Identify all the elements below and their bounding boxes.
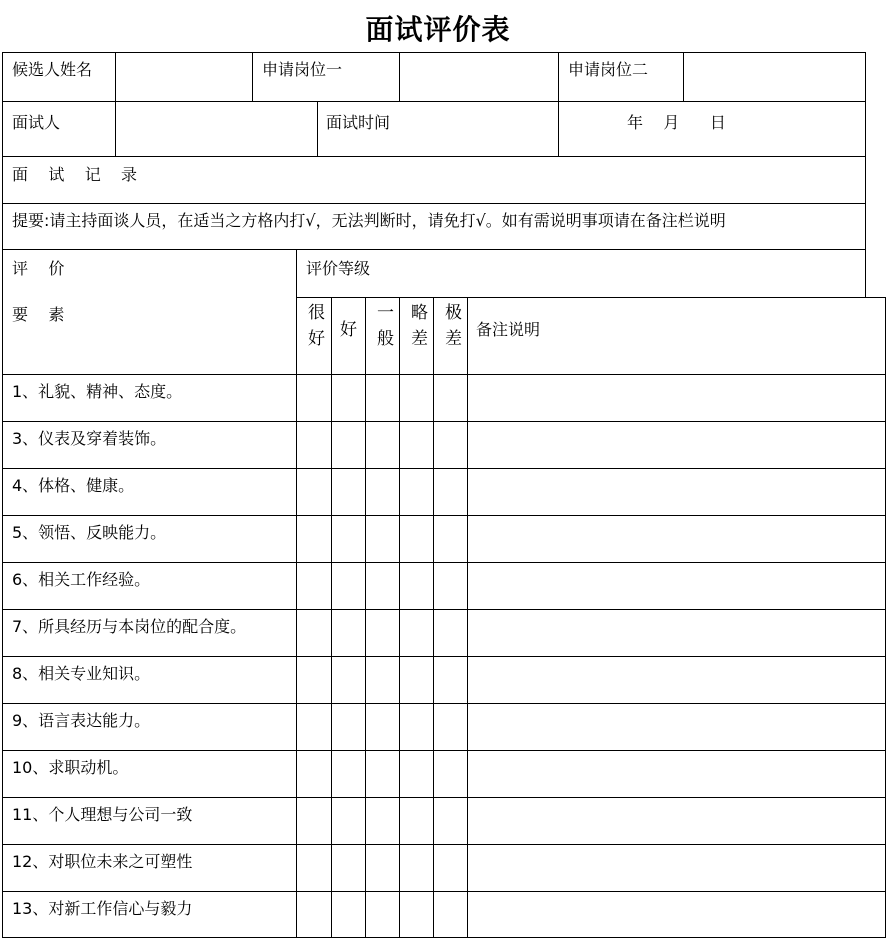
- grade-label: 评价等级: [306, 259, 371, 278]
- instructions-text: 提要:请主持面谈人员，在适当之方格内打√，无法判断时，请免打√。如有需说明事项请在备注栏说明: [12, 211, 726, 230]
- position-2-field[interactable]: [684, 53, 865, 101]
- grade-poor: 略差: [407, 303, 427, 355]
- interviewer-field[interactable]: [116, 102, 317, 156]
- criterion-row-label: 12、对职位未来之可塑性: [12, 852, 193, 871]
- criterion-row-label: 8、相关专业知识。: [12, 664, 151, 683]
- criterion-row-label: 13、对新工作信心与毅力: [12, 899, 193, 918]
- criterion-row-label: 7、所具经历与本岗位的配合度。: [12, 617, 247, 636]
- grade-very-good: 很好: [304, 303, 324, 355]
- criterion-row-label: 3、仪表及穿着装饰。: [12, 429, 167, 448]
- criterion-row-label: 4、体格、健康。: [12, 476, 135, 495]
- remarks-label: 备注说明: [476, 320, 541, 339]
- interview-time-label: 面试时间: [326, 113, 391, 132]
- grade-good: 好: [340, 320, 357, 340]
- candidate-name-field[interactable]: [116, 53, 253, 101]
- factor-label-2: 要 素: [12, 305, 65, 324]
- criterion-row-label: 10、求职动机。: [12, 758, 129, 777]
- criterion-row-label: 6、相关工作经验。: [12, 570, 151, 589]
- criterion-row-label: 11、个人理想与公司一致: [12, 805, 193, 824]
- record-label: 面 试 记 录: [12, 165, 138, 184]
- criterion-row-label: 9、语言表达能力。: [12, 711, 151, 730]
- candidate-name-label: 候选人姓名: [12, 60, 93, 79]
- criterion-row-label: 5、领悟、反映能力。: [12, 523, 167, 542]
- criterion-row-label: 1、礼貌、精神、态度。: [12, 382, 183, 401]
- interviewer-label: 面试人: [12, 113, 61, 132]
- position-1-label: 申请岗位一: [262, 60, 343, 79]
- page-title: 面试评价表: [365, 13, 511, 46]
- grade-very-poor: 极差: [441, 303, 461, 355]
- grade-average: 一般: [373, 303, 393, 355]
- position-1-field[interactable]: [400, 53, 558, 101]
- position-2-label: 申请岗位二: [568, 60, 649, 79]
- factor-label-1: 评 价: [12, 259, 65, 278]
- interview-date-field[interactable]: 年 月 日: [627, 113, 726, 132]
